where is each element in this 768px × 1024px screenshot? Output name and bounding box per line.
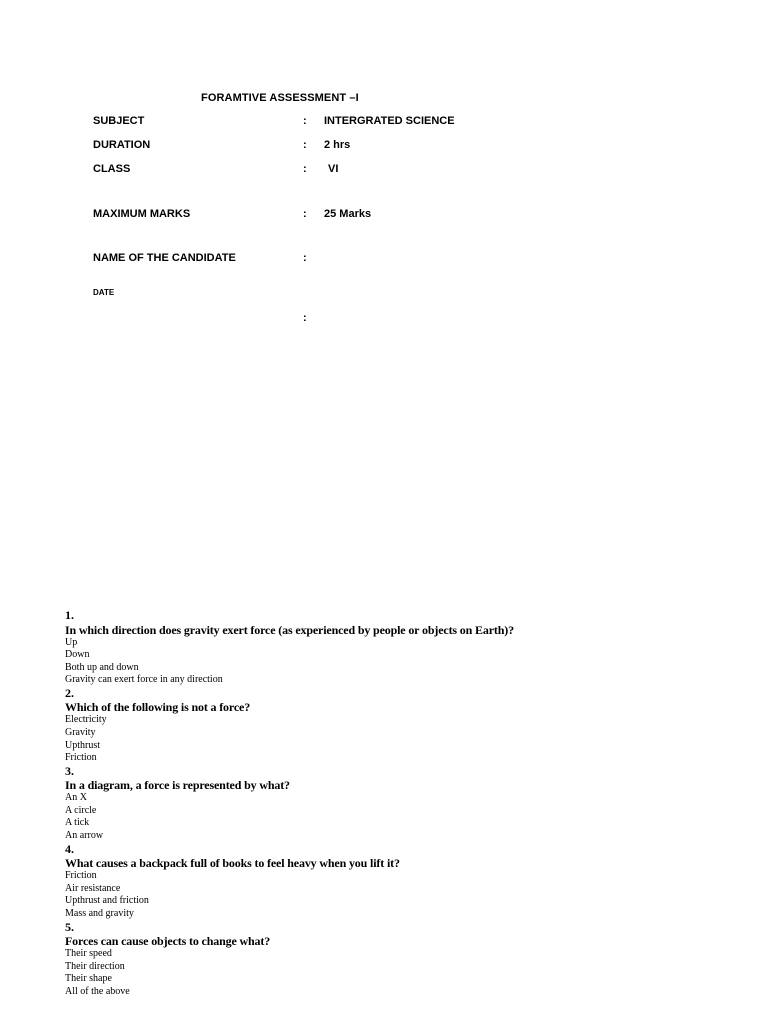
question-text: What causes a backpack full of books to feel heavy when you lift it? [65,856,400,871]
question-5 [65,921,755,999]
assessment-title: FORAMTIVE ASSESSMENT –I [201,92,359,104]
question-number: 4. [65,841,74,856]
date-label: DATE [93,288,115,297]
question-3 [65,765,755,843]
answer-option: Up [65,636,78,648]
class-row [0,163,768,179]
question-number: 1. [65,608,74,622]
question-text: Which of the following is not a force? [65,700,251,715]
question-text: Forces can cause objects to change what? [65,934,271,948]
question-2 [65,687,755,765]
question-1 [65,609,755,687]
candidate-name-row [0,252,768,268]
question-4 [65,843,755,921]
answer-option: Friction [65,870,97,882]
class-value: VI [328,163,339,175]
class-colon: : [303,163,307,175]
candidate-name-colon: : [303,252,307,264]
answer-option: Upthrust [65,739,100,751]
answer-option: Friction [65,752,97,764]
maximum-marks-label: MAXIMUM MARKS [93,208,191,220]
duration-row [0,139,768,155]
question-number: 2. [65,685,74,700]
maximum-marks-colon: : [303,208,307,220]
candidate-name-label: NAME OF THE CANDIDATE [93,252,236,264]
duration-colon: : [303,139,307,151]
date-row [0,288,768,304]
answer-option: An arrow [65,830,104,842]
answer-option: Their speed [65,948,112,959]
answer-option: All of the above [65,985,130,997]
answer-option: Gravity can exert force in any direction [65,674,223,686]
answer-option: Both up and down [65,661,139,673]
answer-option: A tick [65,817,90,829]
duration-label: DURATION [93,139,151,151]
date-colon: : [303,312,307,324]
question-list [65,609,755,998]
maximum-marks-value: 25 Marks [324,208,372,220]
subject-value: INTERGRATED SCIENCE [324,115,455,127]
answer-option: Gravity [65,726,96,738]
maximum-marks-row [0,208,768,224]
question-text: In a diagram, a force is represented by what? [65,778,290,793]
duration-value: 2 hrs [324,139,351,151]
subject-label: SUBJECT [93,115,145,127]
answer-option: Upthrust and friction [65,895,149,907]
answer-option: Their direction [65,960,125,972]
subject-row [0,115,768,131]
answer-option: Electricity [65,714,107,726]
answer-option: Their shape [65,973,112,985]
question-number: 5. [65,919,74,934]
question-text: In which direction does gravity exert force (as experienced by people or objects on Earth)? [65,622,514,637]
answer-option: Mass and gravity [65,907,134,919]
answer-option: Air resistance [65,882,121,894]
answer-option: A circle [65,804,97,816]
answer-option: An X [65,792,87,804]
question-number: 3. [65,763,74,778]
class-label: CLASS [93,163,131,175]
subject-colon: : [303,115,307,127]
answer-option: Down [65,649,90,661]
date-colon-row [0,312,768,328]
